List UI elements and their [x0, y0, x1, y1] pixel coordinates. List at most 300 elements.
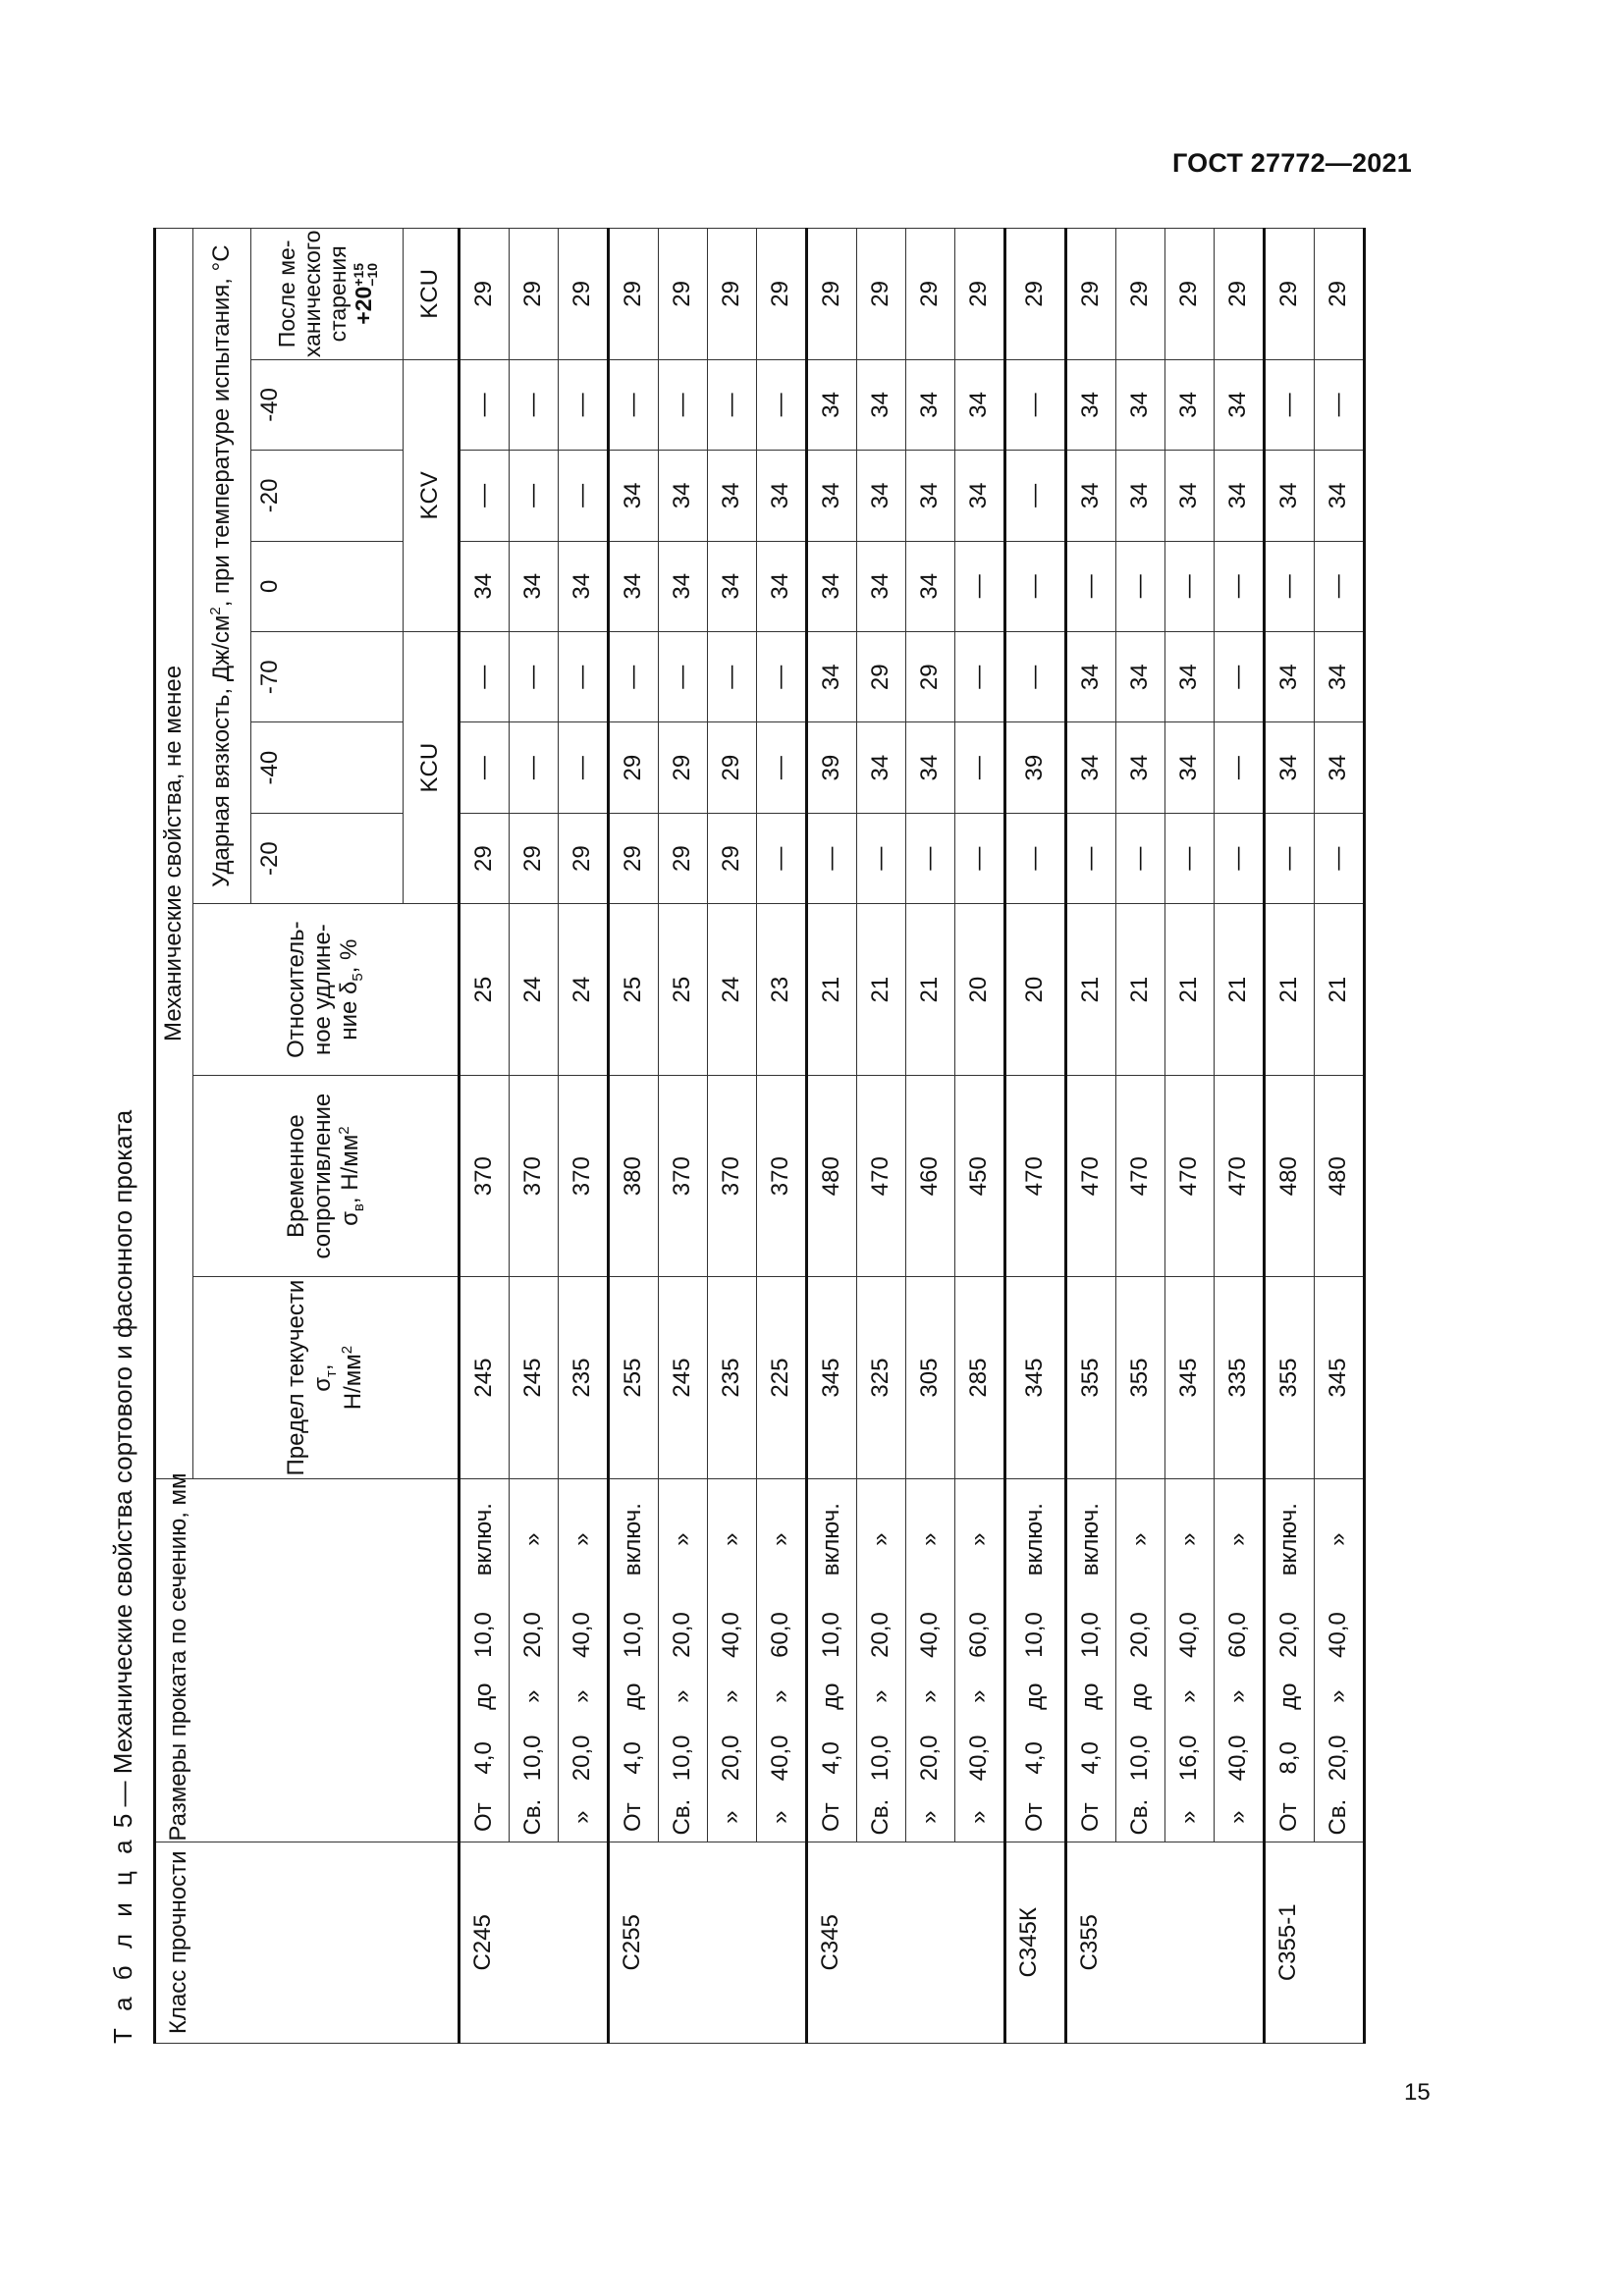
- value-cell-v20: 34: [955, 451, 1005, 541]
- size-to-word: »: [857, 1670, 906, 1722]
- elongation-header: Относитель-ное удлине-ние $\delta_5$, %: [193, 904, 460, 1076]
- value-cell-el: 21: [807, 904, 857, 1076]
- size-to-word: до: [1265, 1670, 1315, 1722]
- size-to-word: »: [708, 1670, 757, 1722]
- value-cell-v40: 34: [955, 359, 1005, 450]
- size-to: 40,0: [1315, 1600, 1365, 1671]
- value-cell-el: 25: [460, 904, 510, 1076]
- value-cell-t: 370: [559, 1075, 609, 1276]
- size-from: 20,0: [1315, 1723, 1365, 1793]
- size-to-word: »: [955, 1670, 1005, 1722]
- size-to-word: до: [1005, 1670, 1066, 1722]
- size-suffix: »: [857, 1478, 906, 1599]
- value-cell-v40: —: [1265, 359, 1315, 450]
- size-suffix: включ.: [1005, 1478, 1066, 1599]
- value-cell-t: 370: [659, 1075, 708, 1276]
- value-cell-el: 24: [510, 904, 559, 1076]
- value-cell-age: 29: [906, 229, 955, 360]
- value-cell-v0: 34: [708, 541, 757, 631]
- value-cell-u70: —: [757, 632, 807, 722]
- value-cell-age: 29: [708, 229, 757, 360]
- value-cell-el: 20: [955, 904, 1005, 1076]
- size-suffix: »: [659, 1478, 708, 1599]
- value-cell-u20: 29: [659, 813, 708, 903]
- value-cell-v0: 34: [609, 541, 659, 631]
- value-cell-v40: —: [757, 359, 807, 450]
- value-cell-u20: —: [955, 813, 1005, 903]
- value-cell-v20: 34: [857, 451, 906, 541]
- size-to: 20,0: [857, 1600, 906, 1671]
- size-prefix: От: [1005, 1793, 1066, 1842]
- size-to-word: до: [609, 1670, 659, 1722]
- table-row: [757, 229, 807, 2044]
- temp-kcu-m40: -40: [251, 722, 404, 813]
- kcu-aging-header: KCU: [404, 229, 460, 360]
- value-cell-u70: —: [708, 632, 757, 722]
- value-cell-y: 345: [807, 1277, 857, 1478]
- value-cell-el: 21: [857, 904, 906, 1076]
- value-cell-u20: 29: [510, 813, 559, 903]
- size-suffix: »: [1315, 1478, 1365, 1599]
- value-cell-y: 235: [708, 1277, 757, 1478]
- value-cell-y: 245: [510, 1277, 559, 1478]
- value-cell-age: 29: [1265, 229, 1315, 360]
- size-from: 10,0: [857, 1723, 906, 1793]
- value-cell-v0: 34: [807, 541, 857, 631]
- value-cell-v0: 34: [659, 541, 708, 631]
- value-cell-u70: —: [1005, 632, 1066, 722]
- value-cell-y: 355: [1265, 1277, 1315, 1478]
- value-cell-u70: —: [1215, 632, 1265, 722]
- value-cell-v40: —: [510, 359, 559, 450]
- class-cell: С255: [609, 1842, 807, 2043]
- size-suffix: »: [1116, 1478, 1165, 1599]
- value-cell-v40: 34: [857, 359, 906, 450]
- value-cell-v40: 34: [906, 359, 955, 450]
- value-cell-v0: —: [1165, 541, 1215, 631]
- value-cell-v40: —: [559, 359, 609, 450]
- value-cell-u70: 34: [1116, 632, 1165, 722]
- size-prefix: От: [609, 1793, 659, 1842]
- kcv-header: KCV: [404, 359, 460, 631]
- value-cell-u40: 34: [1315, 722, 1365, 813]
- value-cell-el: 24: [708, 904, 757, 1076]
- size-from: 16,0: [1165, 1723, 1215, 1793]
- value-cell-t: 460: [906, 1075, 955, 1276]
- value-cell-y: 355: [1116, 1277, 1165, 1478]
- class-cell: С345К: [1005, 1842, 1066, 2043]
- value-cell-u20: 29: [460, 813, 510, 903]
- table-row: [460, 229, 510, 2044]
- class-header: Класс прочности: [155, 1842, 460, 2043]
- size-from: 4,0: [1005, 1723, 1066, 1793]
- value-cell-t: 370: [510, 1075, 559, 1276]
- value-cell-v40: —: [609, 359, 659, 450]
- value-cell-v0: —: [1005, 541, 1066, 631]
- value-cell-v20: 34: [1315, 451, 1365, 541]
- size-prefix: »: [1215, 1793, 1265, 1842]
- value-cell-u40: 34: [1066, 722, 1116, 813]
- rotated-table-block: [108, 228, 1352, 2044]
- size-to: 10,0: [1066, 1600, 1116, 1671]
- value-cell-age: 29: [857, 229, 906, 360]
- value-cell-u20: —: [857, 813, 906, 903]
- value-cell-y: 355: [1066, 1277, 1116, 1478]
- value-cell-age: 29: [559, 229, 609, 360]
- value-cell-u70: —: [609, 632, 659, 722]
- table-caption: Т а б л и ц а 5 — Механические свойства сортового и фасонного проката: [108, 1109, 137, 2044]
- value-cell-v40: —: [1005, 359, 1066, 450]
- temp-kcv-0: 0: [251, 541, 404, 631]
- value-cell-v40: —: [460, 359, 510, 450]
- size-to: 60,0: [1215, 1600, 1265, 1671]
- value-cell-age: 29: [659, 229, 708, 360]
- table-row: [559, 229, 609, 2044]
- value-cell-t: 470: [1116, 1075, 1165, 1276]
- size-prefix: Св.: [857, 1793, 906, 1842]
- size-to: 60,0: [757, 1600, 807, 1671]
- value-cell-v0: 34: [559, 541, 609, 631]
- value-cell-v40: 34: [1066, 359, 1116, 450]
- class-cell: С355-1: [1265, 1842, 1365, 2043]
- size-prefix: Св.: [1315, 1793, 1365, 1842]
- value-cell-v20: 34: [1066, 451, 1116, 541]
- value-cell-v20: 34: [659, 451, 708, 541]
- value-cell-age: 29: [460, 229, 510, 360]
- after-aging-header: После ме-ханического старения +20+15 −10: [251, 229, 404, 360]
- value-cell-u20: —: [807, 813, 857, 903]
- value-cell-t: 470: [1005, 1075, 1066, 1276]
- size-to: 40,0: [708, 1600, 757, 1671]
- size-to-word: до: [460, 1670, 510, 1722]
- value-cell-v20: —: [1005, 451, 1066, 541]
- size-suffix: »: [510, 1478, 559, 1599]
- value-cell-t: 480: [1265, 1075, 1315, 1276]
- size-to: 10,0: [1005, 1600, 1066, 1671]
- value-cell-u20: —: [757, 813, 807, 903]
- size-suffix: »: [955, 1478, 1005, 1599]
- value-cell-u40: —: [559, 722, 609, 813]
- value-cell-v40: 34: [1215, 359, 1265, 450]
- value-cell-u20: —: [1066, 813, 1116, 903]
- size-to: 40,0: [906, 1600, 955, 1671]
- size-suffix: включ.: [807, 1478, 857, 1599]
- value-cell-u70: 34: [1165, 632, 1215, 722]
- size-suffix: включ.: [1066, 1478, 1116, 1599]
- value-cell-age: 29: [955, 229, 1005, 360]
- value-cell-v0: —: [1215, 541, 1265, 631]
- value-cell-t: 450: [955, 1075, 1005, 1276]
- value-cell-u20: —: [1005, 813, 1066, 903]
- value-cell-v20: 34: [1165, 451, 1215, 541]
- size-to-word: »: [1315, 1670, 1365, 1722]
- value-cell-age: 29: [807, 229, 857, 360]
- value-cell-v0: 34: [510, 541, 559, 631]
- size-to-word: до: [807, 1670, 857, 1722]
- size-from: 20,0: [559, 1723, 609, 1793]
- temp-kcu-m20: -20: [251, 813, 404, 903]
- value-cell-age: 29: [1066, 229, 1116, 360]
- mechanical-properties-table: [153, 228, 1366, 2044]
- value-cell-v20: —: [510, 451, 559, 541]
- value-cell-t: 480: [1315, 1075, 1365, 1276]
- mech-props-header: Механические свойства, не менее: [155, 229, 193, 1479]
- size-suffix: »: [559, 1478, 609, 1599]
- class-cell: С245: [460, 1842, 609, 2043]
- value-cell-v40: —: [1315, 359, 1365, 450]
- value-cell-t: 470: [1165, 1075, 1215, 1276]
- value-cell-u20: —: [1315, 813, 1365, 903]
- value-cell-u40: —: [460, 722, 510, 813]
- value-cell-el: 21: [1315, 904, 1365, 1076]
- value-cell-u40: —: [510, 722, 559, 813]
- value-cell-v40: 34: [1165, 359, 1215, 450]
- value-cell-t: 370: [708, 1075, 757, 1276]
- size-to-word: »: [659, 1670, 708, 1722]
- value-cell-u20: —: [1265, 813, 1315, 903]
- value-cell-y: 225: [757, 1277, 807, 1478]
- value-cell-u70: —: [510, 632, 559, 722]
- size-to-word: »: [1215, 1670, 1265, 1722]
- table-row: [1215, 229, 1265, 2044]
- value-cell-u40: 34: [1165, 722, 1215, 813]
- size-suffix: »: [757, 1478, 807, 1599]
- value-cell-el: 21: [1265, 904, 1315, 1076]
- size-from: 4,0: [807, 1723, 857, 1793]
- size-prefix: »: [559, 1793, 609, 1842]
- value-cell-u40: 29: [659, 722, 708, 813]
- size-to: 20,0: [659, 1600, 708, 1671]
- size-to: 40,0: [1165, 1600, 1215, 1671]
- class-cell: С355: [1066, 1842, 1265, 2043]
- value-cell-v20: 34: [1215, 451, 1265, 541]
- size-to: 20,0: [1116, 1600, 1165, 1671]
- value-cell-v0: 34: [906, 541, 955, 631]
- value-cell-t: 370: [757, 1075, 807, 1276]
- value-cell-v0: —: [1066, 541, 1116, 631]
- size-prefix: »: [1165, 1793, 1215, 1842]
- value-cell-y: 325: [857, 1277, 906, 1478]
- value-cell-u70: 29: [906, 632, 955, 722]
- kcu-header: KCU: [404, 632, 460, 904]
- value-cell-el: 23: [757, 904, 807, 1076]
- value-cell-u20: —: [906, 813, 955, 903]
- size-prefix: От: [1066, 1793, 1116, 1842]
- size-from: 4,0: [460, 1723, 510, 1793]
- size-to: 10,0: [807, 1600, 857, 1671]
- size-to: 60,0: [955, 1600, 1005, 1671]
- value-cell-t: 470: [857, 1075, 906, 1276]
- size-prefix: От: [1265, 1793, 1315, 1842]
- value-cell-u70: 34: [807, 632, 857, 722]
- table-row: [708, 229, 757, 2044]
- size-suffix: »: [1165, 1478, 1215, 1599]
- size-from: 10,0: [659, 1723, 708, 1793]
- value-cell-u70: 34: [1265, 632, 1315, 722]
- value-cell-v0: —: [1265, 541, 1315, 631]
- value-cell-el: 24: [559, 904, 609, 1076]
- value-cell-v20: —: [460, 451, 510, 541]
- size-prefix: »: [906, 1793, 955, 1842]
- value-cell-v20: —: [559, 451, 609, 541]
- size-from: 40,0: [1215, 1723, 1265, 1793]
- value-cell-age: 29: [1165, 229, 1215, 360]
- size-prefix: »: [708, 1793, 757, 1842]
- value-cell-y: 285: [955, 1277, 1005, 1478]
- value-cell-t: 470: [1066, 1075, 1116, 1276]
- value-cell-u70: —: [659, 632, 708, 722]
- size-to: 20,0: [510, 1600, 559, 1671]
- value-cell-age: 29: [1116, 229, 1165, 360]
- table-row: [807, 229, 857, 2044]
- value-cell-y: 245: [659, 1277, 708, 1478]
- size-to: 40,0: [559, 1600, 609, 1671]
- table-row: [1315, 229, 1365, 2044]
- size-to-word: до: [1116, 1670, 1165, 1722]
- table-row: [1116, 229, 1165, 2044]
- size-prefix: От: [460, 1793, 510, 1842]
- value-cell-u40: —: [1215, 722, 1265, 813]
- table-row: [857, 229, 906, 2044]
- value-cell-u70: 29: [857, 632, 906, 722]
- temp-kcu-m70: -70: [251, 632, 404, 722]
- size-to: 10,0: [609, 1600, 659, 1671]
- class-cell: С345: [807, 1842, 1005, 2043]
- size-from: 40,0: [757, 1723, 807, 1793]
- value-cell-u20: —: [1215, 813, 1265, 903]
- value-cell-v0: 34: [460, 541, 510, 631]
- size-suffix: »: [1215, 1478, 1265, 1599]
- size-from: 10,0: [1116, 1723, 1165, 1793]
- value-cell-el: 20: [1005, 904, 1066, 1076]
- table-row: [1005, 229, 1066, 2044]
- table-row: [609, 229, 659, 2044]
- table-row: [510, 229, 559, 2044]
- value-cell-v20: 34: [807, 451, 857, 541]
- value-cell-v40: —: [659, 359, 708, 450]
- value-cell-u20: —: [1165, 813, 1215, 903]
- size-to: 20,0: [1265, 1600, 1315, 1671]
- size-prefix: От: [807, 1793, 857, 1842]
- value-cell-u40: 34: [1116, 722, 1165, 813]
- value-cell-v20: 34: [609, 451, 659, 541]
- value-cell-v0: 34: [857, 541, 906, 631]
- value-cell-y: 345: [1315, 1277, 1365, 1478]
- value-cell-v40: 34: [1116, 359, 1165, 450]
- value-cell-v40: —: [708, 359, 757, 450]
- size-to-word: »: [1165, 1670, 1215, 1722]
- value-cell-y: 335: [1215, 1277, 1265, 1478]
- value-cell-u40: 34: [906, 722, 955, 813]
- value-cell-y: 305: [906, 1277, 955, 1478]
- size-from: 4,0: [1066, 1723, 1116, 1793]
- value-cell-y: 235: [559, 1277, 609, 1478]
- table-row: [955, 229, 1005, 2044]
- table-row: [1165, 229, 1215, 2044]
- value-cell-el: 21: [1165, 904, 1215, 1076]
- table-body: [460, 229, 1365, 2044]
- value-cell-u40: 34: [1265, 722, 1315, 813]
- value-cell-y: 255: [609, 1277, 659, 1478]
- value-cell-age: 29: [1005, 229, 1066, 360]
- value-cell-age: 29: [1215, 229, 1265, 360]
- value-cell-el: 25: [609, 904, 659, 1076]
- size-from: 4,0: [609, 1723, 659, 1793]
- value-cell-u40: 39: [1005, 722, 1066, 813]
- value-cell-t: 380: [609, 1075, 659, 1276]
- value-cell-u70: —: [955, 632, 1005, 722]
- size-prefix: »: [955, 1793, 1005, 1842]
- value-cell-el: 21: [1066, 904, 1116, 1076]
- value-cell-v20: 34: [757, 451, 807, 541]
- size-to: 10,0: [460, 1600, 510, 1671]
- value-cell-u20: 29: [559, 813, 609, 903]
- table-row: [1265, 229, 1315, 2044]
- tensile-header: Временное сопротивление $\sigma_в$, $Н/мм^2$: [193, 1075, 460, 1276]
- table-row: [1066, 229, 1116, 2044]
- value-cell-u40: —: [955, 722, 1005, 813]
- size-from: 10,0: [510, 1723, 559, 1793]
- value-cell-u40: 29: [708, 722, 757, 813]
- value-cell-u20: 29: [708, 813, 757, 903]
- value-cell-y: 345: [1005, 1277, 1066, 1478]
- size-prefix: »: [757, 1793, 807, 1842]
- value-cell-age: 29: [609, 229, 659, 360]
- value-cell-age: 29: [1315, 229, 1365, 360]
- value-cell-t: 370: [460, 1075, 510, 1276]
- value-cell-t: 480: [807, 1075, 857, 1276]
- value-cell-v0: —: [1315, 541, 1365, 631]
- value-cell-u40: 34: [857, 722, 906, 813]
- value-cell-el: 25: [659, 904, 708, 1076]
- size-suffix: включ.: [1265, 1478, 1315, 1599]
- value-cell-u40: 29: [609, 722, 659, 813]
- size-suffix: включ.: [460, 1478, 510, 1599]
- value-cell-y: 245: [460, 1277, 510, 1478]
- value-cell-v40: 34: [807, 359, 857, 450]
- value-cell-v0: —: [1116, 541, 1165, 631]
- table-row: [659, 229, 708, 2044]
- temp-kcv-m20: -20: [251, 451, 404, 541]
- size-to-word: »: [757, 1670, 807, 1722]
- value-cell-y: 345: [1165, 1277, 1215, 1478]
- size-to-word: »: [559, 1670, 609, 1722]
- value-cell-v20: 34: [1116, 451, 1165, 541]
- value-cell-age: 29: [757, 229, 807, 360]
- table-row: [906, 229, 955, 2044]
- size-prefix: Св.: [659, 1793, 708, 1842]
- size-to-word: »: [510, 1670, 559, 1722]
- value-cell-u70: 34: [1315, 632, 1365, 722]
- size-prefix: Св.: [510, 1793, 559, 1842]
- size-from: 8,0: [1265, 1723, 1315, 1793]
- size-suffix: включ.: [609, 1478, 659, 1599]
- value-cell-u20: —: [1116, 813, 1165, 903]
- impact-header: Ударная вязкость, $Дж/см^2$, при температуре испытания, °С: [193, 229, 251, 904]
- value-cell-t: 470: [1215, 1075, 1265, 1276]
- value-cell-v20: 34: [708, 451, 757, 541]
- size-from: 20,0: [906, 1723, 955, 1793]
- value-cell-age: 29: [510, 229, 559, 360]
- value-cell-v20: 34: [906, 451, 955, 541]
- value-cell-u70: —: [559, 632, 609, 722]
- size-to-word: до: [1066, 1670, 1116, 1722]
- value-cell-u20: 29: [609, 813, 659, 903]
- value-cell-el: 21: [1116, 904, 1165, 1076]
- sizes-header: Размеры проката по сечению, мм: [155, 1478, 460, 1842]
- size-from: 20,0: [708, 1723, 757, 1793]
- value-cell-u70: —: [460, 632, 510, 722]
